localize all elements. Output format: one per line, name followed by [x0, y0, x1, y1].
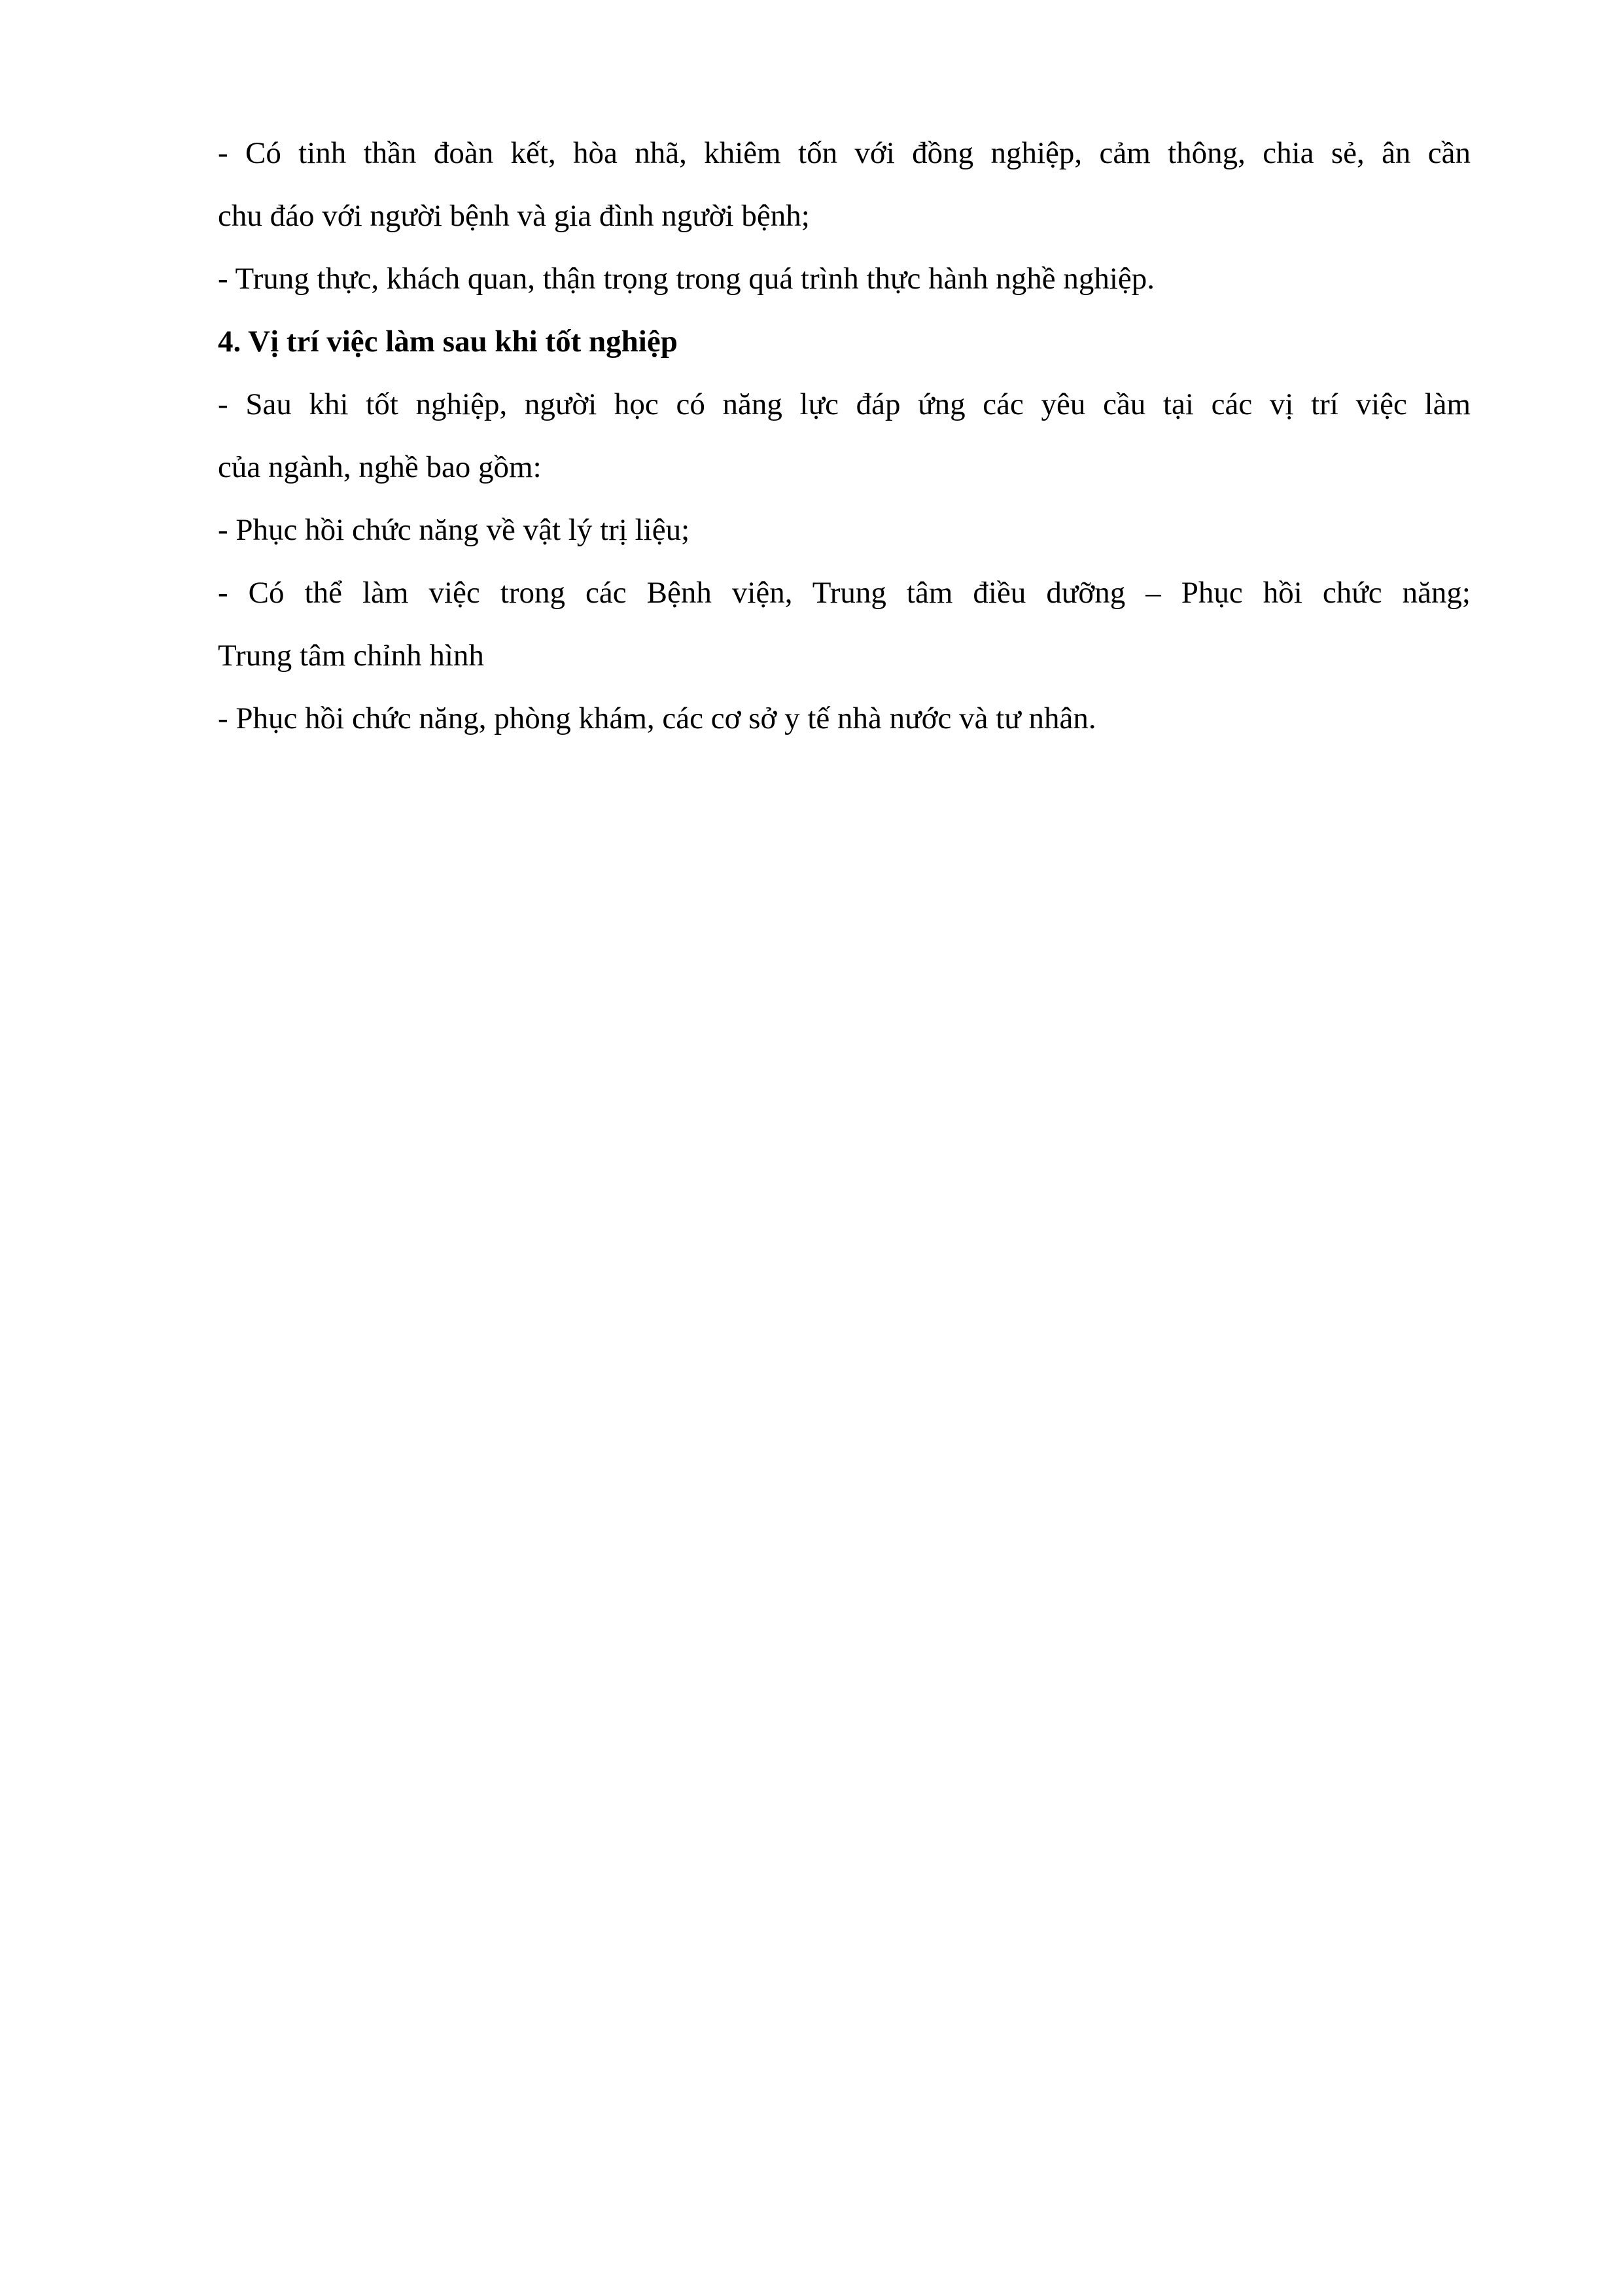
paragraph-line: - Sau khi tốt nghiệp, người học có năng lực đáp ứng các yêu cầu tại các vị trí việc làm	[218, 387, 1471, 421]
document-text-block	[218, 122, 1471, 750]
paragraph-line: - Có tinh thần đoàn kết, hòa nhã, khiêm tốn với đồng nghiệp, cảm thông, chia sẻ, ân cần	[218, 136, 1471, 170]
paragraph-line: - Có thể làm việc trong các Bệnh viện, Trung tâm điều dưỡng – Phục hồi chức năng;	[218, 576, 1471, 610]
paragraph-line: của ngành, nghề bao gồm:	[218, 450, 542, 484]
paragraph-line: Trung tâm chỉnh hình	[218, 639, 484, 673]
section-heading: 4. Vị trí việc làm sau khi tốt nghiệp	[218, 325, 678, 359]
paragraph-line: - Phục hồi chức năng, phòng khám, các cơ sở y tế nhà nước và tư nhân.	[218, 701, 1096, 735]
paragraph-line: - Trung thực, khách quan, thận trọng trong quá trình thực hành nghề nghiệp.	[218, 262, 1155, 296]
paragraph-line: chu đáo với người bệnh và gia đình người bệnh;	[218, 199, 810, 233]
paragraph-line: - Phục hồi chức năng về vật lý trị liệu;	[218, 513, 690, 547]
